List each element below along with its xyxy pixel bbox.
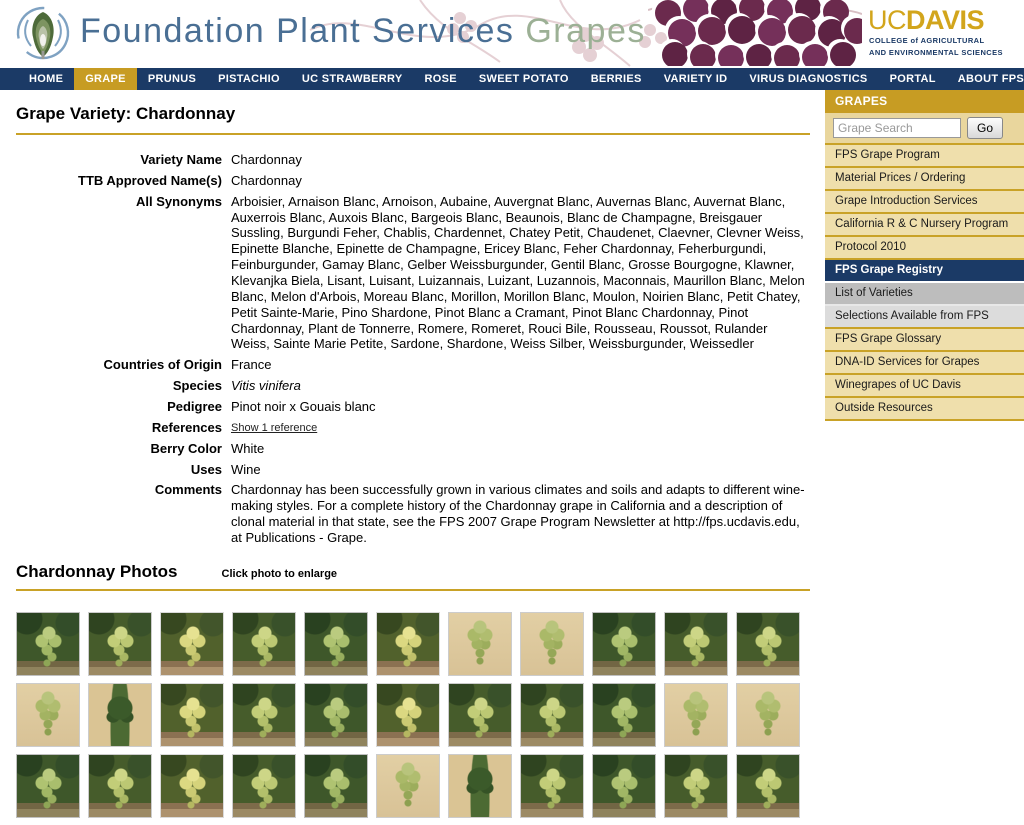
field-row-comments: [16, 482, 810, 545]
field-label-uses: Uses: [190, 461, 222, 477]
photos-section-title: Chardonnay Photos: [16, 561, 178, 581]
site-title-main: Foundation Plant Services: [80, 12, 515, 50]
nav-item-virus-diagnostics[interactable]: VIRUS DIAGNOSTICS: [749, 73, 868, 85]
nav-item-variety-id[interactable]: VARIETY ID: [663, 73, 728, 85]
site-title-grapes: Grapes: [525, 12, 646, 50]
field-row-species: [16, 378, 810, 394]
sidebar-item-fps-grape-glossary[interactable]: FPS Grape Glossary: [825, 329, 1024, 352]
photo-thumbnail[interactable]: [304, 754, 368, 818]
ucdavis-wordmark: UCDAVIS: [868, 5, 985, 35]
search-go-button[interactable]: Go: [967, 117, 1003, 139]
ucdavis-logo[interactable]: [862, 0, 1024, 68]
nav-item-rose[interactable]: ROSE: [424, 73, 457, 85]
sidebar-item-protocol-2010[interactable]: Protocol 2010: [825, 237, 1024, 260]
sidebar: [825, 90, 1024, 421]
field-value-uses: Wine: [231, 461, 261, 477]
photo-thumbnail[interactable]: [88, 683, 152, 747]
photo-thumbnail[interactable]: [160, 683, 224, 747]
photo-thumbnail[interactable]: [592, 754, 656, 818]
sidebar-item-material-prices-ordering[interactable]: Material Prices / Ordering: [825, 168, 1024, 191]
grape-cluster-art: [648, 0, 862, 66]
field-row-uses: [16, 462, 810, 478]
field-value-all-synonyms: Arboisier, Arnaison Blanc, Arnoison, Aubaine, Auvergnat Blanc, Auvernas Blanc, Auvernat Blanc, Auxerrois Blanc, Auxois Blanc, Bargeois Blanc, Beaunois, Blanc de Champagne, Breisgauer Sussling, Burgundi Feher, Chablis, Chardennet, Chatey Petit, Chaudenet, Claevner, Clevner Weiss, Epinette Blanche, Epinette de Champagne, Ericey Blanc, Feher Chardonnay, Feherburgundi, Feinburgunder, Gamay Blanc, Gelber Weissburgunder, Gentil Blanc, Grosse Bourgogne, Klawner, Klevanjka Biela, Lisant, Luisant, Luizannais, Luizant, Luzannois, Maconnais, Maurillon Blanc, Melon Blanc, Melon d'Arbois, Moreau Blanc, Morillon, Morillon Blanc, Moulon, Noirien Blanc, Petit Chatey, Petit Sainte-Marie, Pino Shardone, Pinot Blanc a Cramant, Pinot Blanc Chardonnay, Pinot Chardonnay, Plant de Tonnerre, Romere, Romeret, Rouci Bile, Rousseau, Roussot, Rulander Weiss, Sainte Marie Petite, Sardone, Shardone, Weiss Silber, Weissburgunder, Weissedler: [231, 193, 805, 352]
sidebar-search: [825, 113, 1024, 145]
photo-thumbnail[interactable]: [448, 683, 512, 747]
field-row-ttb-approved-name-s: [16, 173, 810, 189]
field-row-pedigree: [16, 399, 810, 415]
field-label-berry-color: Berry Color: [150, 440, 222, 456]
photo-thumbnail[interactable]: [16, 754, 80, 818]
field-row-all-synonyms: [16, 194, 810, 353]
field-label-countries-of-origin: Countries of Origin: [103, 357, 222, 373]
field-label-pedigree: Pedigree: [167, 399, 222, 415]
photos-hint: Click photo to enlarge: [221, 567, 338, 580]
field-value-pedigree: Pinot noir x Gouais blanc: [231, 399, 376, 415]
gold-divider-photos: [16, 589, 810, 591]
sidebar-item-dna-id-services-for-grapes[interactable]: DNA-ID Services for Grapes: [825, 352, 1024, 375]
photo-thumbnail[interactable]: [16, 612, 80, 676]
field-row-countries-of-origin: [16, 357, 810, 373]
gold-divider-top: [16, 133, 810, 135]
nav-item-uc-strawberry[interactable]: UC STRAWBERRY: [301, 73, 403, 85]
photo-thumbnail[interactable]: [16, 683, 80, 747]
field-label-species: Species: [172, 378, 222, 394]
main-nav: [0, 68, 1024, 90]
fps-leaf-hands-icon[interactable]: [14, 4, 72, 62]
photo-thumbnail[interactable]: [448, 754, 512, 818]
nav-item-pistachio[interactable]: PISTACHIO: [218, 73, 280, 85]
sidebar-title: GRAPES: [825, 90, 1024, 113]
field-value-countries-of-origin: France: [231, 357, 272, 373]
photo-row-2: [16, 683, 810, 747]
ucdavis-college-line2: AND ENVIRONMENTAL SCIENCES: [869, 48, 1003, 58]
photo-thumbnail[interactable]: [736, 683, 800, 747]
photo-thumbnail[interactable]: [664, 612, 728, 676]
field-label-comments: Comments: [154, 482, 222, 498]
field-label-variety-name: Variety Name: [140, 152, 222, 167]
site-header: [0, 0, 1024, 68]
photo-thumbnail[interactable]: [304, 612, 368, 676]
photo-thumbnail[interactable]: [376, 683, 440, 747]
nav-item-sweet-potato[interactable]: SWEET POTATO: [478, 73, 569, 85]
sidebar-item-outside-resources[interactable]: Outside Resources: [825, 398, 1024, 421]
sidebar-item-fps-grape-registry[interactable]: FPS Grape Registry: [825, 260, 1024, 283]
photo-row-1: [16, 612, 810, 676]
nav-item-about-fps[interactable]: ABOUT FPS: [957, 73, 1024, 85]
photo-thumbnail[interactable]: [88, 612, 152, 676]
nav-item-berries[interactable]: BERRIES: [590, 73, 642, 85]
field-row-references: [16, 420, 810, 436]
photo-thumbnail[interactable]: [520, 754, 584, 818]
field-row-berry-color: [16, 441, 810, 457]
photo-row-3: [16, 754, 810, 818]
nav-item-prunus[interactable]: PRUNUS: [147, 73, 197, 85]
photo-thumbnail[interactable]: [232, 612, 296, 676]
field-value-species: Vitis vinifera: [231, 378, 301, 394]
photo-thumbnail[interactable]: [304, 683, 368, 747]
page-title: Grape Variety: Chardonnay: [16, 104, 236, 123]
field-value-variety-name: Chardonnay: [231, 152, 302, 167]
field-label-all-synonyms: All Synonyms: [136, 193, 222, 209]
field-value-ttb-approved-name-s: Chardonnay: [231, 172, 302, 188]
variety-fields: [16, 152, 810, 546]
photo-thumbnail[interactable]: [520, 683, 584, 747]
photo-thumbnail[interactable]: [664, 754, 728, 818]
show-reference-link[interactable]: Show 1 reference: [231, 421, 318, 434]
photo-thumbnail[interactable]: [88, 754, 152, 818]
photo-thumbnail[interactable]: [160, 754, 224, 818]
nav-item-portal[interactable]: PORTAL: [889, 73, 936, 85]
photo-thumbnail[interactable]: [232, 683, 296, 747]
sidebar-item-fps-grape-program[interactable]: FPS Grape Program: [825, 145, 1024, 168]
sidebar-item-selections-available-from-fps[interactable]: Selections Available from FPS: [825, 306, 1024, 329]
photo-thumbnail[interactable]: [448, 612, 512, 676]
sidebar-item-grape-introduction-services[interactable]: Grape Introduction Services: [825, 191, 1024, 214]
photo-thumbnail[interactable]: [232, 754, 296, 818]
photo-thumbnail[interactable]: [376, 612, 440, 676]
photo-thumbnail[interactable]: [376, 754, 440, 818]
photo-thumbnail[interactable]: [736, 612, 800, 676]
field-value-berry-color: White: [231, 440, 265, 456]
field-label-ttb-approved-name-s: TTB Approved Name(s): [78, 172, 222, 188]
sidebar-items: [825, 145, 1024, 421]
nav-item-home[interactable]: HOME: [29, 73, 64, 85]
photo-grid: [16, 612, 810, 818]
photo-thumbnail[interactable]: [592, 683, 656, 747]
photo-thumbnail[interactable]: [520, 612, 584, 676]
sidebar-item-winegrapes-of-uc-davis[interactable]: Winegrapes of UC Davis: [825, 375, 1024, 398]
field-row-variety-name: [16, 152, 810, 168]
nav-item-grape[interactable]: GRAPE: [74, 68, 137, 90]
sidebar-item-list-of-varieties[interactable]: List of Varieties: [825, 283, 1024, 306]
field-value-comments: Chardonnay has been successfully grown in various climates and soils and adapts to different wine-making styles. For a complete history of the Chardonnay grape in California and a description of clonal material in that state, see the FPS 2007 Grape Program Newsletter at http://fps.ucdavis.edu, at Publications - Grape.: [231, 482, 805, 546]
grape-search-input[interactable]: [833, 118, 961, 138]
main-content: [16, 90, 810, 825]
photo-thumbnail[interactable]: [160, 612, 224, 676]
photo-thumbnail[interactable]: [736, 754, 800, 818]
sidebar-item-california-r-c-nursery-program[interactable]: California R & C Nursery Program: [825, 214, 1024, 237]
photo-thumbnail[interactable]: [592, 612, 656, 676]
ucdavis-college-line1: COLLEGE of AGRICULTURAL: [869, 36, 985, 45]
site-title[interactable]: [80, 12, 646, 51]
photo-thumbnail[interactable]: [664, 683, 728, 747]
field-label-references: References: [151, 419, 222, 435]
